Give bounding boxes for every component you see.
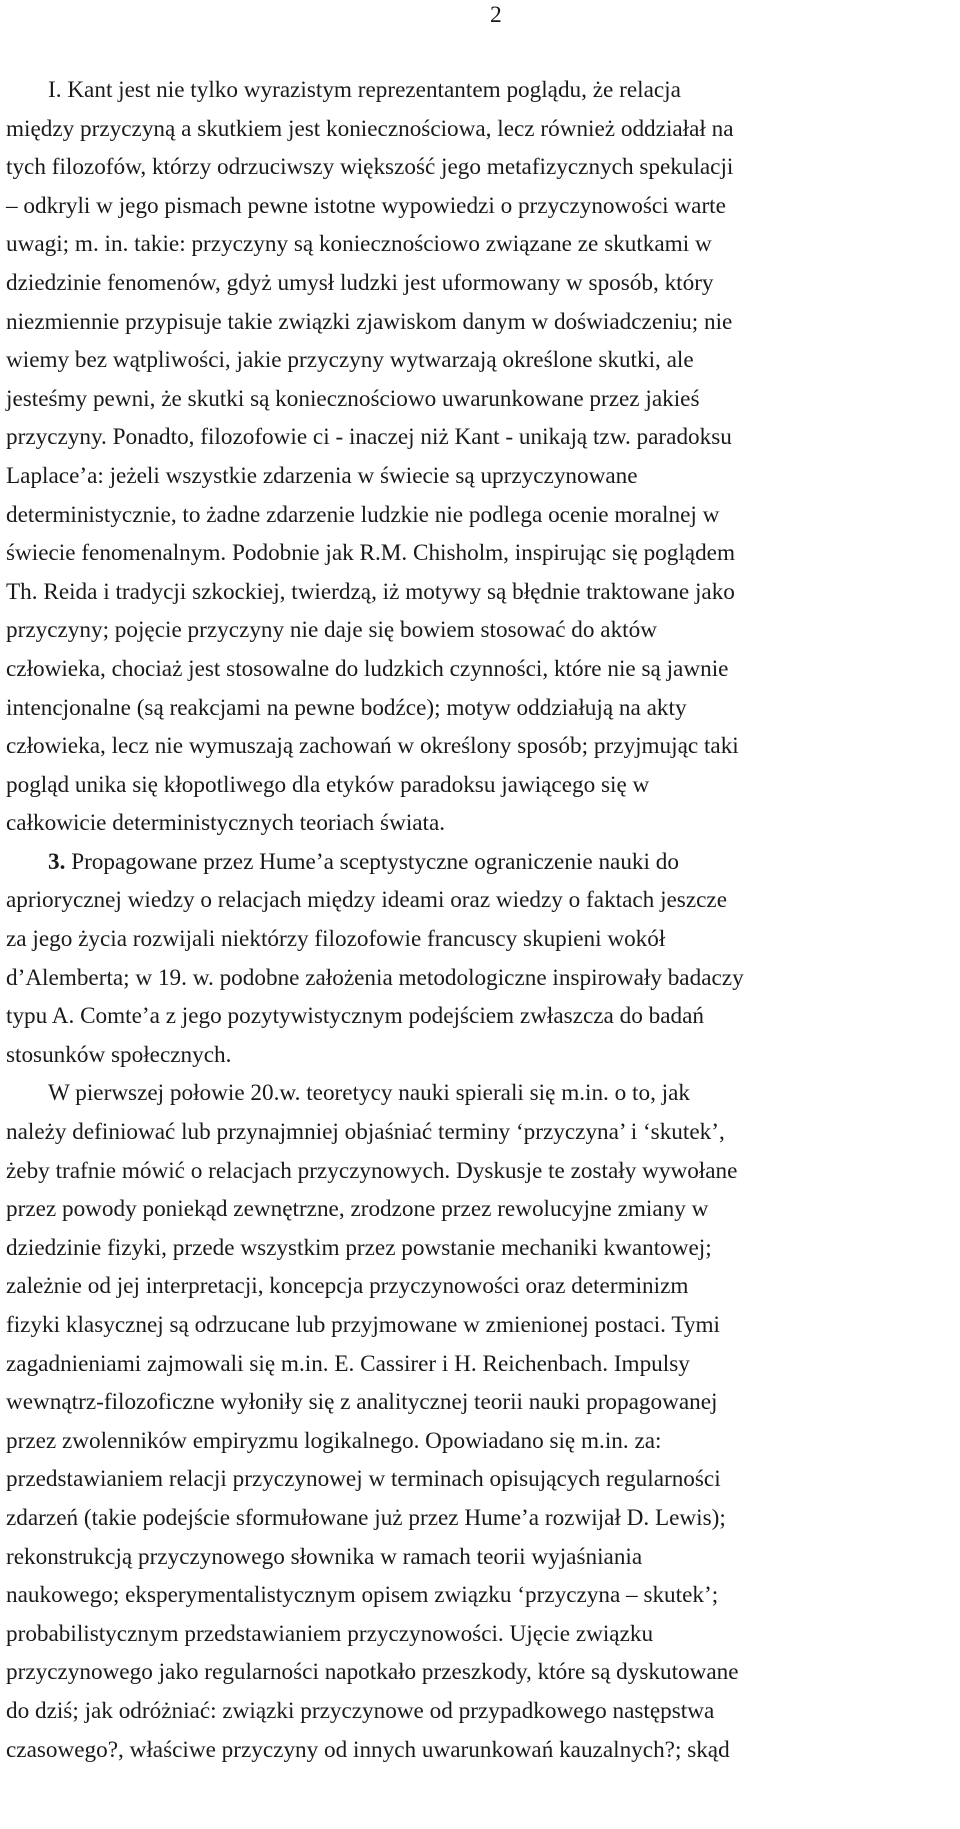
text-line [6,1229,946,1268]
body-text [6,71,946,1769]
text-segment: całkowicie deterministycznych teoriach świata. [6,810,446,837]
text-line [6,1692,946,1731]
text-segment: pogląd unika się kłopotliwego dla etyków paradoksu jawiącego się w [6,771,650,798]
text-segment: do dziś; jak odróżniać: związki przyczynowe od przypadkowego następstwa [6,1697,715,1724]
text-line [6,727,946,766]
text-line [6,1383,946,1422]
text-line [6,1190,946,1229]
text-segment: zależnie od jej interpretacji, koncepcja przyczynowości oraz determinizm [6,1273,689,1300]
text-line [6,187,946,226]
text-segment: przez zwolenników empiryzmu logikalnego. Opowiadano się m.in. za: [6,1427,662,1454]
text-line [6,418,946,457]
text-segment: d’Alemberta; w 19. w. podobne założenia metodologiczne inspirowały badaczy [6,964,744,991]
text-segment: naukowego; eksperymentalistycznym opisem związku ‘przyczyna – skutek’; [6,1582,719,1609]
text-line [6,1538,946,1577]
text-segment: W pierwszej połowie 20.w. teoretycy nauki spierali się m.in. o to, jak [48,1080,691,1107]
text-segment: typu A. Comte’a z jego pozytywistycznym podejściem zwłaszcza do badań [6,1003,704,1030]
text-line [6,1460,946,1499]
text-segment: czasowego?, właściwe przyczyny od innych uwarunkowań kauzalnych?; skąd [6,1736,730,1763]
text-segment: dziedzinie fenomenów, gdyż umysł ludzki jest uformowany w sposób, który [6,269,714,296]
text-line [6,264,946,303]
text-line [6,496,946,535]
text-line [6,611,946,650]
text-line [6,1653,946,1692]
text-line [6,766,946,805]
text-segment: Propagowane przez Hume’a sceptystyczne ograniczenie nauki do [65,848,679,875]
text-segment: apriorycznej wiedzy o relacjach między ideami oraz wiedzy o faktach jeszcze [6,887,727,914]
section-number: 3. [48,848,66,875]
text-segment: człowieka, chociaż jest stosowalne do ludzkich czynności, które nie są jawnie [6,655,729,682]
text-segment: świecie fenomenalnym. Podobnie jak R.M. Chisholm, inspirując się poglądem [6,540,736,567]
text-segment: fizyki klasycznej są odrzucane lub przyjmowane w zmienionej postaci. Tymi [6,1312,720,1338]
text-line [6,1267,946,1306]
text-line [6,534,946,573]
text-segment: należy definiować lub przynajmniej objaśniać terminy ‘przyczyna’ i ‘skutek’, [6,1119,725,1146]
text-segment: za jego życia rozwijali niektórzy filozofowie francuscy skupieni wokół [6,926,666,953]
text-line [6,1422,946,1461]
text-line [6,110,946,149]
text-segment: tych filozofów, którzy odrzuciwszy większość jego metafizycznych spekulacji [6,154,734,181]
text-line [6,225,946,264]
text-segment: zdarzeń (takie podejście sformułowane już przez Hume’a rozwijał D. Lewis); [6,1504,726,1531]
text-segment: wiemy bez wątpliwości, jakie przyczyny wytwarzają określone skutki, ale [6,347,694,374]
text-segment: stosunków społecznych. [6,1041,232,1068]
text-line [6,881,946,920]
text-segment: probabilistycznym przedstawianiem przyczynowości. Ujęcie związku [6,1620,654,1647]
text-segment: dziedzinie fizyki, przede wszystkim przez powstanie mechaniki kwantowej; [6,1234,712,1261]
text-segment: Th. Reida i tradycji szkockiej, twierdzą, iż motywy są błędnie traktowane jako [6,578,735,605]
text-line [6,1074,946,1113]
text-segment: rekonstrukcją przyczynowego słownika w ramach teorii wyjaśniania [6,1543,643,1570]
text-segment: intencjonalne (są reakcjami na pewne bodźce); motyw oddziałują na akty [6,694,687,721]
text-line [6,303,946,342]
text-segment: wewnątrz-filozoficzne wyłoniły się z analitycznej teorii nauki propagowanej [6,1389,718,1416]
text-segment: człowieka, lecz nie wymuszają zachowań w określony sposób; przyjmując taki [6,733,739,760]
text-line [6,959,946,998]
text-line [6,650,946,689]
text-line [6,1113,946,1152]
text-line [6,1499,946,1538]
text-segment: między przyczyną a skutkiem jest koniecznościowa, lecz również oddziałał na [6,115,734,142]
text-line [6,997,946,1036]
text-line [6,380,946,419]
text-line [6,1345,946,1384]
text-segment: jesteśmy pewni, że skutki są koniecznościowo uwarunkowane przez jakieś [6,385,700,412]
text-segment: przyczynowego jako regularności napotkało przeszkody, które są dyskutowane [6,1659,739,1686]
text-line [6,1731,946,1770]
text-line [6,71,946,110]
text-line [6,1152,946,1191]
text-line [6,689,946,728]
text-segment: zagadnieniami zajmowali się m.in. E. Cassirer i H. Reichenbach. Impulsy [6,1350,690,1377]
text-segment: przyczyny. Ponadto, filozofowie ci - inaczej niż Kant - unikają tzw. paradoksu [6,424,732,451]
text-segment: przyczyny; pojęcie przyczyny nie daje się bowiem stosować do aktów [6,617,657,644]
text-segment: Laplace’a: jeżeli wszystkie zdarzenia w świecie są uprzyczynowane [6,462,638,489]
page-number: 2 [490,2,502,28]
text-segment: przedstawianiem relacji przyczynowej w terminach opisujących regularności [6,1466,721,1493]
text-segment: przez powody poniekąd zewnętrzne, zrodzone przez rewolucyjne zmiany w [6,1196,709,1223]
text-line [6,1576,946,1615]
text-line [6,1036,946,1075]
text-segment: żeby trafnie mówić o relacjach przyczynowych. Dyskusje te zostały wywołane [6,1157,738,1184]
text-line [6,341,946,380]
text-line [6,457,946,496]
text-line [6,843,946,882]
text-segment: deterministycznie, to żadne zdarzenie ludzkie nie podlega ocenie moralnej w [6,501,720,528]
text-segment: – odkryli w jego pismach pewne istotne wypowiedzi o przyczynowości warte [6,192,726,219]
text-line [6,573,946,612]
text-line [6,148,946,187]
text-segment: uwagi; m. in. takie: przyczyny są koniecznościowo związane ze skutkami w [6,231,712,258]
text-line [6,1306,946,1345]
text-line [6,804,946,843]
text-segment: niezmiennie przypisuje takie związki zjawiskom danym w doświadczeniu; nie [6,308,733,335]
text-line [6,920,946,959]
text-line [6,1615,946,1654]
text-segment: I. Kant jest nie tylko wyrazistym reprezentantem poglądu, że relacja [48,77,681,103]
